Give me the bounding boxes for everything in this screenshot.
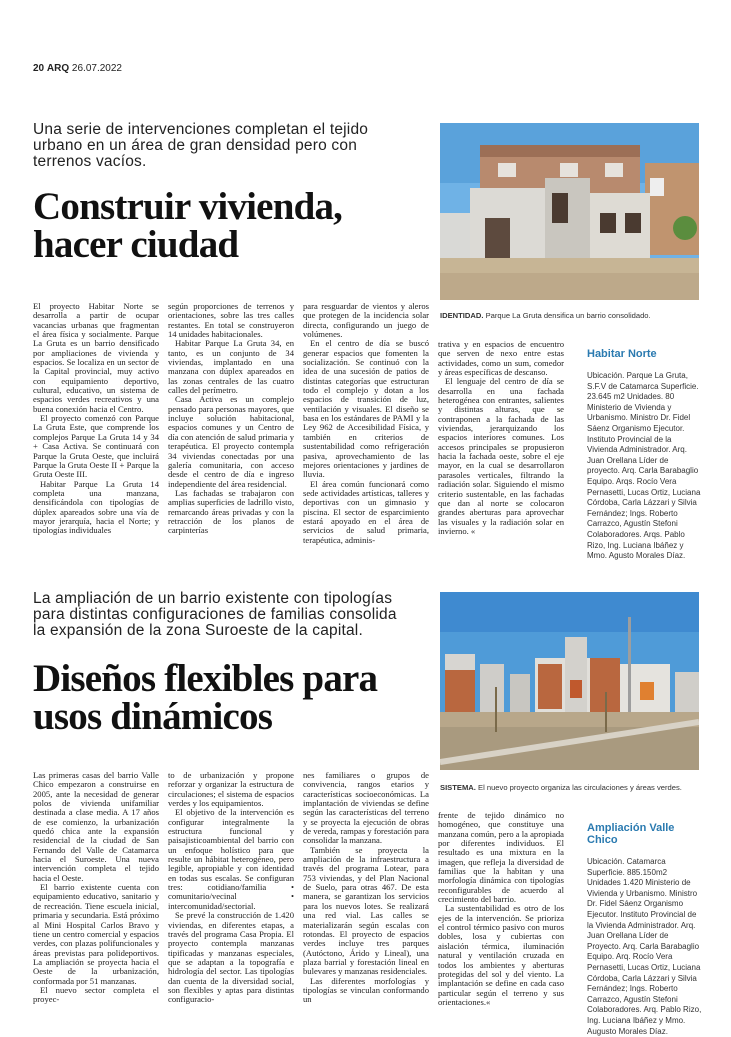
article1-title: Construir vivienda, hacer ciudad bbox=[33, 185, 343, 266]
issue-date: 26.07.2022 bbox=[71, 63, 122, 74]
paragraph: nes familiares o grupos de convivencia, rangos etarios y características socioeconómicas. La implantación de viviendas se define según las características del terreno y se proyecta la ejecución de obras de vereda, rampas y forestación para consolidar la manzana. bbox=[303, 770, 429, 846]
article1-column-1 bbox=[33, 302, 159, 536]
article1-kicker: Una serie de intervenciones completan el tejido urbano en un área de gran densidad pero con terrenos vacíos. bbox=[33, 121, 369, 170]
article2-title: Diseños flexibles para usos dinámicos bbox=[33, 657, 378, 738]
caption-label: SISTEMA. bbox=[440, 783, 476, 792]
paragraph: El área común funcionará como sede actividades artísticas, talleres y deportivas con un gimnasio y piscina. El sector de esparcimiento estará apoyado en el área de servicios de salud primaria, terapéutica, adminis- bbox=[303, 478, 429, 545]
article1-column-4 bbox=[438, 340, 564, 536]
caption-text: El nuevo proyecto organiza las circulaciones y áreas verdes. bbox=[478, 783, 682, 792]
factbox-body: Ubicación. Parque La Gruta, S.F.V de Catamarca Superficie. 23.645 m2 Unidades. 80 Ministerio de Vivienda y Urbanismo. Ministro Dr. Fidel Sáenz Organismo Ejecutor. Instituto Provincial de la Vivienda Administrador. Arq. Juan Orellana Líder de proyecto. Arq. Carla Barabaglio Equipo. Arqs. Rocío Vera Pernasetti, Lucas Ortiz, Luciana Córdoba, Carla Lázzari y Silvia Fernández; Ings. Roberto Carrazco, Agustín Stefoni Colaboradores. Arqs. Pablo Rizo, Ing. Luciana Ibáñez y Mmo. Agusto Morales Díaz. bbox=[587, 371, 701, 561]
paragraph: También se proyecta la ampliación de la infraestructura a través del programa Lotear, para 753 viviendas, y del Plan Nacional de Suelo, para otras 467. De esta manera, se garantizan los servicios para los nuevos lotes. Se realizará una red vial. Las calles se materializarán según escalas con rotondas. El proyecto de espacios verdes incluye tres parques (Autóctono, Árido y Lineal), una plaza barrial y forestación lineal en bulevares y manzanas residenciales. bbox=[303, 844, 429, 977]
article2-factbox bbox=[587, 822, 702, 1037]
section-name: ARQ bbox=[46, 63, 70, 74]
paragraph: El proyecto comenzó con Parque La Gruta Este, que comprende los complejos Parque La Gruta 14 y 34 + Casa Activa. Se continuará con Parque la Gruta Oeste, que incluirá Parque la Gruta Oeste II + Parque la Gruta Oeste III. bbox=[33, 413, 159, 480]
paragraph: para resguardar de vientos y aleros que protegen de la incidencia solar directa, configurando un juego de volúmenes. bbox=[303, 301, 429, 340]
folio bbox=[33, 63, 122, 74]
caption-label: IDENTIDAD. bbox=[440, 311, 484, 320]
article1-column-2 bbox=[168, 302, 294, 536]
paragraph: Las diferentes morfologías y tipologías se vinculan conformando un bbox=[303, 975, 429, 1005]
article1-column-3 bbox=[303, 302, 429, 545]
article1-caption bbox=[440, 311, 710, 320]
article1-photo bbox=[440, 123, 699, 300]
paragraph: La sustentabilidad es otro de los ejes de la intervención. Se prioriza el control térmico pasivo con muros dobles, losa y cubiertas con aislación térmica, iluminación natural y ventilación cruzada en todos los ambientes y aberturas protegidas del sol y del viento. La implantación se define en cada caso particular según el terreno y sus orientaciones.« bbox=[438, 903, 564, 1007]
article2-column-3 bbox=[303, 771, 429, 1005]
paragraph: to de urbanización y propone reforzar y organizar la estructura de circulaciones; el sistema de espacios verdes y los equipamientos. bbox=[168, 770, 294, 809]
paragraph: El objetivo de la intervención es configurar integralmente la estructura funcional y paisajisticoambiental del barrio con un enfoque holístico para que resulte un hábitat heterogéneo, pero legible, apropiable y con identidad en todas sus escalas. Se configuran tres: cotidiano/familia • comunitario/vecinal • intercomunidad/sectorial. bbox=[168, 807, 294, 911]
paragraph: El lenguaje del centro de día se desarrolla en una fachada heterogénea con entrantes, salientes y distintas alturas, que se contraponen a la fachada de las viviendas, jerarquizando los espacios interiores comunes. Los accesos principales se propusieron hacia la fachada oeste, sobre el eje mayor, en la cual se desarrollaron parasoles verticales, filtrando la radiación solar. Siguiendo el mismo criterio sustentable, en las fachadas que dan al norte se colocaron grandes aberturas para aprovechar las visuales y la radiación solar en invierno. « bbox=[438, 376, 564, 536]
paragraph: Las fachadas se trabajaron con amplias superficies de ladrillo visto, remarcando áreas privadas y con la retracción de los planos de carpinterías bbox=[168, 487, 294, 536]
paragraph: El nuevo sector completa el proyec- bbox=[33, 984, 159, 1005]
article2-photo bbox=[440, 592, 699, 770]
factbox-body: Ubicación. Catamarca Superficie. 885.150m2 Unidades 1.420 Ministerio de Vivienda y Urbanismo. Ministro Dr. Fidel Sáenz Organismo Ejecutor. Instituto Provincial de la Vivienda Administrador. Arq. Juan Orellana Líder de Proyecto. Arq. Carla Barabaglio Equipo. Arq. Rocío Vera Pernasetti, Lucas Ortiz, Luciana Córdoba, Carla Lázzari y Silvia Fernández; Ings. Roberto Carrazco, Agustín Stefoni Colaboradores. Arq. Pablo Rizo, Ing. Luciana Ibáñez y Mmo. Augusto Morales Díaz. bbox=[587, 857, 702, 1036]
paragraph: El proyecto Habitar Norte se desarrolla a partir de ocupar vacancias urbanas que fragmentan el área física y socialmente. Parque La Gruta es un barrio densificado por ampliaciones de vivienda y espacios. Se localiza en un sector de la Capital provincial, muy activo con equipamiento deportivo, cultural, educativo, un sistema de espacios verdes recreativos y una buena conexión hacia el Centro. bbox=[33, 301, 159, 414]
paragraph: trativa y en espacios de encuentro que serven de nexo entre estas actividades, como un sum, comedor y áreas específicas de descanso. bbox=[438, 339, 564, 378]
article2-column-1 bbox=[33, 771, 159, 1005]
paragraph: según proporciones de terrenos y orientaciones, sobre las tres calles restantes. En total se construyeron 14 unidades habitacionales. bbox=[168, 301, 294, 340]
page-number: 20 bbox=[33, 63, 45, 74]
paragraph: En el centro de día se buscó generar espacios que fomenten la socialización. Se continuó con la idea de una sucesión de patios de distintas categorías que estructuran todo el complejo y dotan a los espacios de transición de luz, ventilación y visuales. El diseño se basa en los estándares de PAMI y la Ley 962 de Accesibilidad Física, y también en criterios de sustentabilidad como refrigeración pasiva, aprovechamiento de las mejores orientaciones y jardines de lluvia. bbox=[303, 338, 429, 480]
article2-kicker: La ampliación de un barrio existente con tipologías para distintas configuraciones de familias consolida la expansión de la zona Suroeste de la capital. bbox=[33, 590, 397, 639]
paragraph: Se prevé la construcción de 1.420 viviendas, en diferentes etapas, a través del programa Casa Propia. El proyecto contempla manzanas tipificadas y manzanas especiales, que se adaptan a la topografía e hidrología del sector. Las tipologías dan cuenta de la diversidad social, son flexibles y aptas para distintas configuracio- bbox=[168, 910, 294, 1005]
article2-caption bbox=[440, 783, 720, 792]
factbox-title: Ampliación Valle Chico bbox=[587, 822, 675, 846]
paragraph: Las primeras casas del barrio Valle Chico empezaron a construirse en 2005, ante la necesidad de generar polos de vivienda unifamiliar destinada a clase media. A 17 años de ese comienzo, la urbanización quedó chica ante la expansión residencial de la ciudad de San Fernando del Valle de Catamarca hacia el Suroeste. Una nueva intervención completa el tejido hacia el Oeste. bbox=[33, 770, 159, 883]
caption-text: Parque La Gruta densifica un barrio consolidado. bbox=[485, 311, 651, 320]
factbox-title: Habitar Norte bbox=[587, 348, 657, 360]
article2-column-4 bbox=[438, 811, 564, 1007]
paragraph: Habitar Parque La Gruta 34, en tanto, es un conjunto de 34 viviendas, implantado en una manzana con dúplex apareados en las zonas centrales de las cuatro calles del perímetro. bbox=[168, 338, 294, 396]
paragraph: frente de tejido dinámico no homogéneo, que constituye una manzana común, pero a la apropiada por diferentes individuos. El resultado es una mixtura en la imagen, que refleja la diversidad de familias que la habitan y una morfología dinámica con tipologías reconfigurables de acuerdo al crecimiento del barrio. bbox=[438, 810, 564, 905]
paragraph: Habitar Parque La Gruta 14 completa una manzana, densificándola con tipologías de dúplex apareados sobre una vía de mayor jerarquía, hacia el Norte; y tipologías individuales bbox=[33, 478, 159, 536]
paragraph: El barrio existente cuenta con equipamiento educativo, sanitario y de recreación. Tiene escuela inicial, primaria y secundaria. Está próximo al Mini Hospital Carlos Bravo y tiene un centro comercial y espacios verdes, con plazas polifuncionales y áreas previstas para polideportivos. La ampliación se proyecta hacia el Oeste de la urbanización, conformada por 51 manzanas. bbox=[33, 882, 159, 986]
article2-column-2 bbox=[168, 771, 294, 1005]
paragraph: Casa Activa es un complejo pensado para personas mayores, que incluye solución habitacional, espacios comunes y un Centro de día con atención de salud primaria y terapéutica. El proyecto contempla 34 viviendas conectadas por una galería comunitaria, con acceso desde el centro de día e ingreso independiente del área residencial. bbox=[168, 394, 294, 489]
article1-factbox bbox=[587, 348, 702, 562]
